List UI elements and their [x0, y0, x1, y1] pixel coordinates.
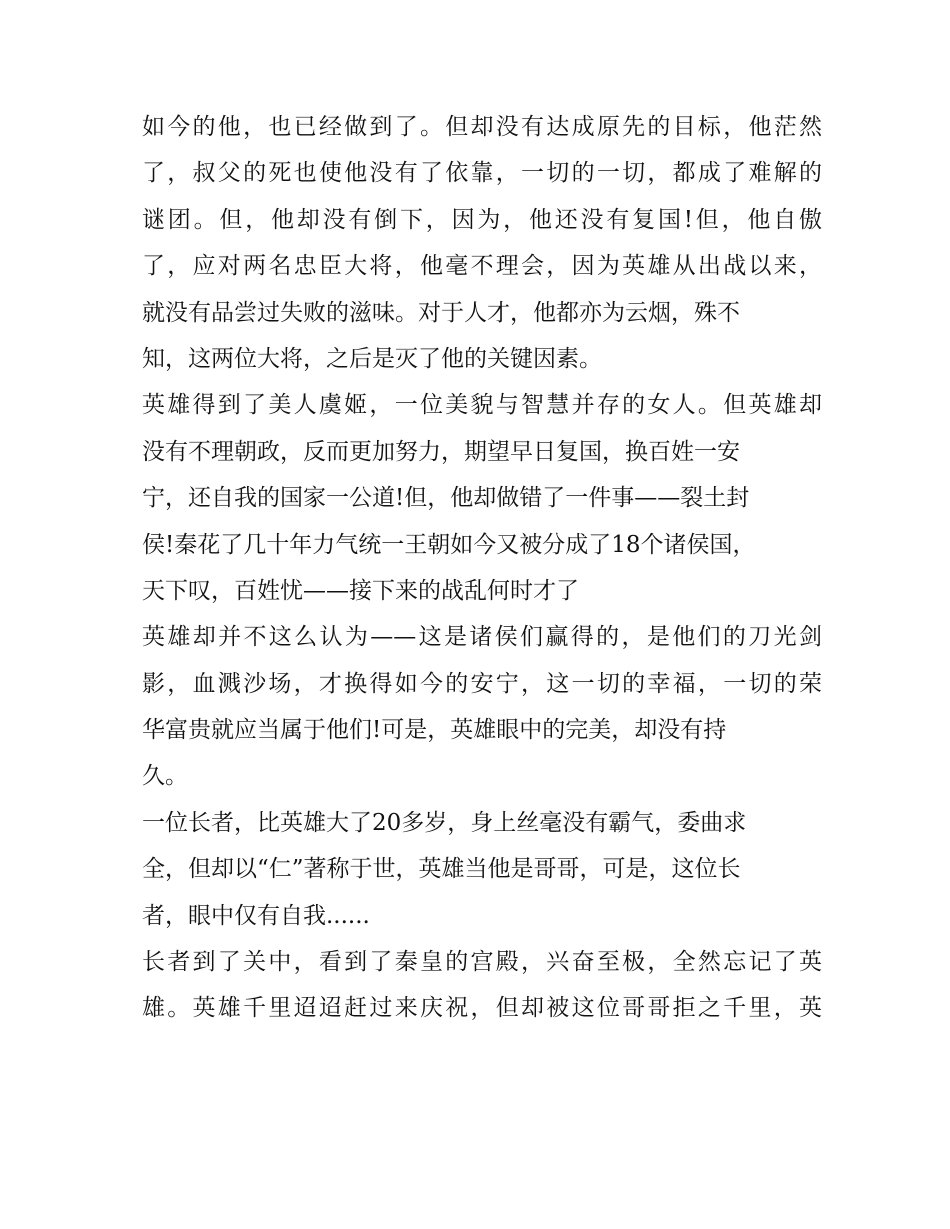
text-line: 久。 — [142, 763, 188, 790]
text-line: 了，叔父的死也使他没有了依靠，一切的一切，都成了难解的 — [142, 160, 822, 187]
text-line: 谜团。但，他却没有倒下，因为，他还没有复国!但，他自傲 — [142, 206, 822, 233]
text-line: 长者到了关中，看到了秦皇的宫殿，兴奋至极，全然忘记了英 — [142, 949, 822, 976]
text-line: 没有不理朝政，反而更加努力，期望早日复国，换百姓一安 — [142, 438, 740, 465]
text-line: 者，眼中仅有自我...... — [142, 902, 370, 929]
text-line: 如今的他，也已经做到了。但却没有达成原先的目标，他茫然 — [142, 114, 822, 140]
body-text — [142, 104, 822, 1032]
text-line: 雄。英雄千里迢迢赶过来庆祝，但却被这位哥哥拒之千里，英 — [142, 995, 822, 1022]
text-line: 侯!秦花了几十年力气统一王朝如今又被分成了18个诸侯国， — [142, 531, 756, 558]
text-line: 一位长者，比英雄大了20多岁，身上丝毫没有霸气，委曲求 — [142, 809, 747, 836]
text-line: 宁，还自我的国家一公道!但，他却做错了一件事——裂土封 — [142, 485, 750, 512]
text-line: 天下叹，百姓忧——接下来的战乱何时才了 — [142, 577, 579, 604]
text-line: 英雄却并不这么认为——这是诸侯们赢得的，是他们的刀光剑 — [142, 624, 822, 651]
text-line: 全，但却以“仁”著称于世，英雄当他是哥哥，可是，这位长 — [142, 856, 741, 883]
text-line: 华富贵就应当属于他们!可是，英雄眼中的完美，却没有持 — [142, 717, 727, 744]
text-line: 影，血溅沙场，才换得如今的安宁，这一切的幸福，一切的荣 — [142, 670, 822, 697]
text-line: 了，应对两名忠臣大将，他毫不理会，因为英雄从出战以来， — [142, 253, 822, 280]
text-line: 英雄得到了美人虞姬，一位美貌与智慧并存的女人。但英雄却 — [142, 392, 822, 419]
text-line: 就没有品尝过失败的滋味。对于人才，他都亦为云烟，殊不 — [142, 299, 740, 326]
text-line: 知，这两位大将，之后是灭了他的关键因素。 — [142, 345, 602, 372]
